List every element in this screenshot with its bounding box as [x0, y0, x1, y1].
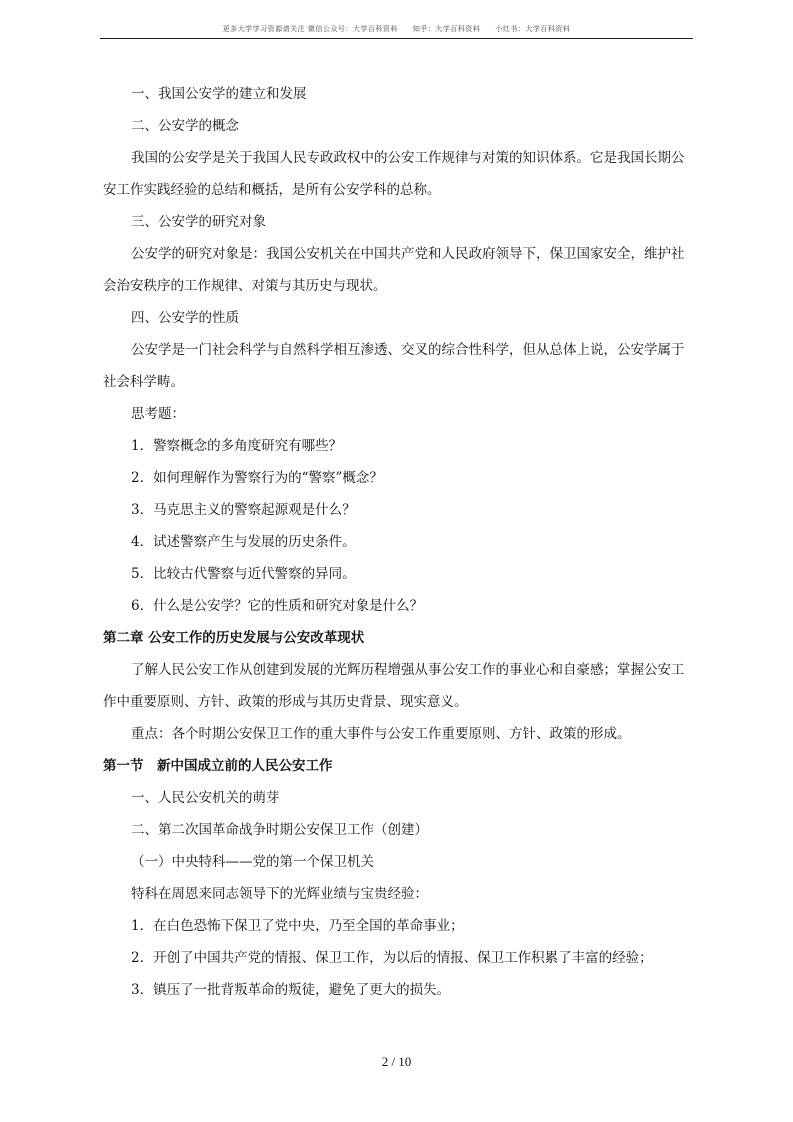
question-item: 1．警察概念的多角度研究有哪些？: [131, 438, 343, 454]
paragraph-chapter-goal: 了解人民公安工作从创建到发展的光辉历程增强从事公安工作的事业心和自豪感；掌握公安工作中重要原则、方针、政策的形成与其历史背景、现实意义。: [103, 662, 685, 710]
paragraph-object: 公安学的研究对象是：我国公安机关在中国共产党和人民政府领导下，保卫国家安全，维护社会治安秩序的工作规律、对策与其历史与现状。: [103, 246, 685, 294]
list-item: 2．开创了中国共产党的情报、保卫工作，为以后的情报、保卫工作积累了丰富的经验；: [131, 950, 653, 966]
section-title: 第一节 新中国成立前的人民公安工作: [103, 758, 333, 774]
section-heading-3: 三、公安学的研究对象: [131, 214, 266, 230]
question-item: 3．马克思主义的警察起源观是什么？: [131, 502, 356, 518]
subsection-heading: 一、人民公安机关的萌芽: [131, 790, 280, 806]
chapter-title: 第二章 公安工作的历史发展与公安改革现状: [103, 630, 365, 646]
paragraph-key-points: 重点：各个时期公安保卫工作的重大事件与公安工作重要原则、方针、政策的形成。: [131, 726, 631, 742]
paragraph-nature: 公安学是一门社会科学与自然科学相互渗透、交叉的综合性科学，但从总体上说，公安学属于社会科学畴。: [103, 342, 685, 390]
subsection-heading: 二、第二次国革命战争时期公安保卫工作（创建）: [131, 822, 428, 838]
page-number: 2 / 10: [381, 1054, 412, 1069]
paragraph-intro: 特科在周恩来同志领导下的光辉业绩与宝贵经验：: [131, 886, 428, 902]
section-heading-1: 一、我国公安学的建立和发展: [131, 86, 307, 102]
page-header: 更多大学学习资源请关注 微信公众号：大学百科资料 知乎：大学百科资料 小红书：大学百科资料: [222, 25, 571, 33]
question-item: 4．试述警察产生与发展的历史条件。: [131, 534, 356, 550]
paragraph-concept: 我国的公安学是关于我国人民专政政权中的公安工作规律与对策的知识体系。它是我国长期公安工作实践经验的总结和概括，是所有公安学科的总称。: [103, 150, 685, 198]
question-item: 2．如何理解作为警察行为的“警察”概念？: [131, 470, 383, 486]
questions-label: 思考题：: [131, 406, 185, 422]
section-heading-2: 二、公安学的概念: [131, 118, 239, 134]
document-body: [103, 84, 693, 1012]
question-item: 6．什么是公安学？它的性质和研究对象是什么？: [131, 598, 424, 614]
list-item: 3．镇压了一批背叛革命的叛徒，避免了更大的损失。: [131, 982, 451, 998]
section-heading-4: 四、公安学的性质: [131, 310, 239, 326]
list-item: 1．在白色恐怖下保卫了党中央，乃至全国的革命事业；: [131, 918, 464, 934]
header-rule: [100, 38, 693, 39]
question-item: 5．比较古代警察与近代警察的异同。: [131, 566, 356, 582]
subsection-heading: （一）中央特科——党的第一个保卫机关: [131, 854, 374, 870]
